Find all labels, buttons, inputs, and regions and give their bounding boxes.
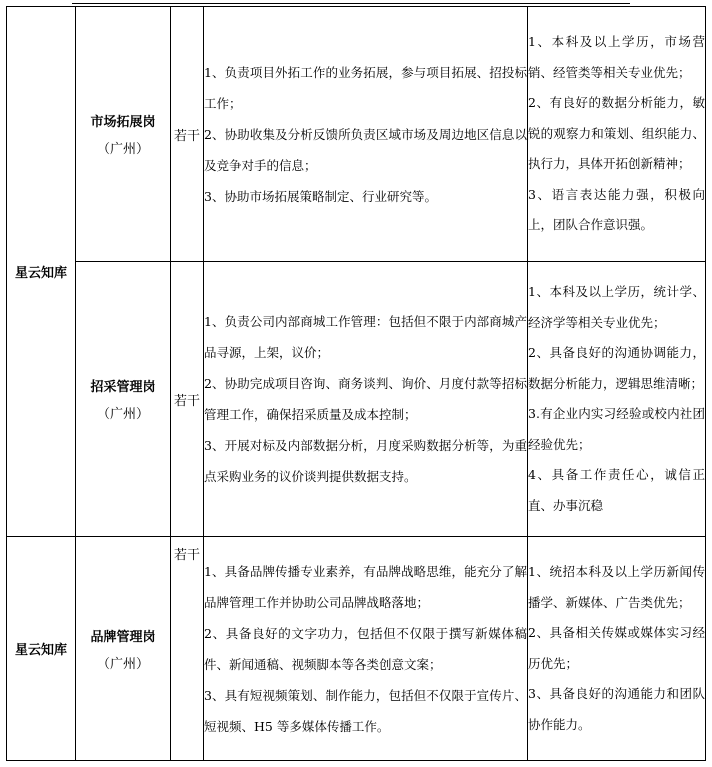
duties-cell: [204, 262, 528, 537]
position-title: 品牌管理岗: [90, 629, 156, 645]
requirement-item: 1、本科及以上学历，统计学、经济学等相关专业优先；: [528, 284, 705, 330]
company-cell: 星云知库: [7, 537, 76, 761]
job-openings-table: [6, 6, 706, 761]
duty-item: 1、负责公司内部商城工作管理：包括但不限于内部商城产品寻源，上架，议价；: [204, 314, 527, 360]
position-location: （广州）: [96, 656, 149, 672]
requirement-item: 4、具备工作责任心，诚信正直、办事沉稳: [528, 467, 705, 513]
duty-item: 3、具有短视频策划、制作能力，包括但不仅限于宣传片、短视频、H5 等多媒体传播工作。: [204, 687, 527, 734]
requirement-item: 2、有良好的数据分析能力，敏锐的观察力和策划、组织能力、执行力，具体开拓创新精神；: [528, 95, 705, 172]
headcount-cell: 若干: [171, 537, 204, 761]
duty-item: 2、协助完成项目咨询、商务谈判、询价、月度付款等招标管理工作，确保招采质量及成本控制；: [204, 376, 527, 422]
table-top-rule: [72, 3, 630, 4]
position-location: （广州）: [96, 407, 149, 422]
requirement-item: 3.有企业内实习经验或校内社团经验优先；: [528, 406, 705, 452]
duty-item: 3、开展对标及内部数据分析，月度采购数据分析等，为重点采购业务的议价谈判提供数据支持。: [204, 438, 527, 484]
position-cell: [76, 262, 171, 537]
table-row: [7, 537, 706, 761]
requirements-cell: [528, 537, 706, 761]
position-title: 招采管理岗: [90, 380, 156, 395]
duty-item: 3、协助市场拓展策略制定、行业研究等。: [204, 188, 437, 204]
requirement-item: 2、具备良好的沟通协调能力，数据分析能力，逻辑思维清晰；: [528, 345, 705, 391]
requirements-cell: [528, 262, 706, 537]
requirement-item: 3、语言表达能力强，积极向上，团队合作意识强。: [528, 186, 705, 233]
requirement-item: 2、具备相关传媒或媒体实习经历优先；: [528, 625, 705, 671]
duty-item: 1、具备品牌传播专业素养，有品牌战略思维，能充分了解品牌管理工作并协助公司品牌战略落地；: [204, 563, 527, 610]
duty-item: 2、具备良好的文字功力，包括但不仅限于撰写新媒体稿件、新闻通稿、视频脚本等各类创意文案；: [204, 625, 527, 672]
requirement-item: 3、具备良好的沟通能力和团队协作能力。: [528, 686, 705, 732]
headcount-cell: 若干: [171, 262, 204, 537]
requirement-item: 1、本科及以上学历，市场营销、经管类等相关专业优先；: [528, 34, 705, 80]
duty-item: 1、负责项目外拓工作的业务拓展，参与项目拓展、招投标工作；: [204, 64, 527, 111]
duty-item: 2、协助收集及分析反馈所负责区域市场及周边地区信息以及竞争对手的信息；: [204, 126, 527, 173]
position-title: 市场拓展岗: [90, 115, 156, 130]
duties-cell: [204, 7, 528, 262]
headcount-cell: 若干: [171, 7, 204, 262]
position-cell: [76, 7, 171, 262]
position-location: （广州）: [96, 142, 149, 157]
duties-cell: [204, 537, 528, 761]
table-row: [7, 262, 706, 537]
table-row: [7, 7, 706, 262]
requirement-item: 1、统招本科及以上学历新闻传播学、新媒体、广告类优先；: [528, 564, 705, 610]
position-cell: [76, 537, 171, 761]
company-cell: 星云知库: [7, 7, 76, 537]
requirements-cell: [528, 7, 706, 262]
